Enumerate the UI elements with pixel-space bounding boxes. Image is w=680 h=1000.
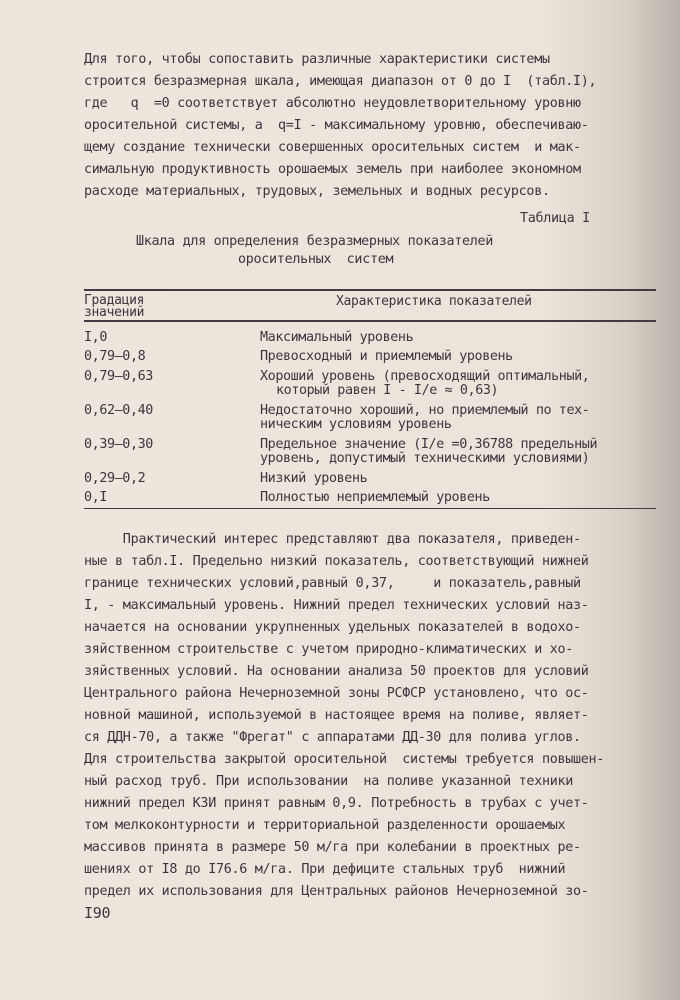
text-line: оросительной системы, а q=I - максимальному уровню, обеспечиваю- (84, 118, 589, 133)
text-line: границе технических условий,равный 0,37, и показатель,равный (84, 576, 581, 591)
table-cell-grade: 0,79–0,8 (84, 349, 146, 364)
table-cell-grade: 0,29–0,2 (84, 471, 146, 486)
table-number: Таблица I (520, 211, 590, 226)
text-line: ный расход труб. При использовании на поливе указанной техники (84, 774, 573, 789)
table-cell-desc: Полностью неприемлемый уровень (260, 490, 490, 505)
text-line: зяйственном строительстве с учетом природно-климатических и хо- (84, 642, 573, 657)
text-line: симальную продуктивность орошаемых земель при наиболее экономном (84, 162, 581, 177)
text-line: Для строительства закрытой оросительной системы требуется повышен- (84, 752, 605, 767)
header-characteristics: Характеристика показателей (336, 294, 532, 309)
table-cell-desc: Низкий уровень (260, 471, 368, 486)
text-line: новной машиной, используемой в настоящее время на поливе, являет- (84, 708, 589, 723)
table-cell-desc-cont: который равен I - I/e ≈ 0,63) (276, 383, 499, 398)
table-cell-grade: 0,62–0,40 (84, 403, 153, 418)
header-grade-line2: значений (84, 305, 145, 320)
table-cell-grade: I,0 (84, 330, 107, 345)
text-line: где q =0 соответствует абсолютно неудовлетворительному уровню (84, 96, 581, 111)
table-cell-desc-cont: ническим условиям уровень (260, 417, 452, 432)
text-line: нижний предел КЗИ принят равным 0,9. Потребность в трубах с учет- (84, 796, 589, 811)
text-line: строится безразмерная шкала, имеющая диапазон от 0 до I (табл.I), (84, 74, 597, 89)
text-line: предел их использования для Центральных районов Нечерноземной зо- (84, 884, 589, 899)
text-line: I, - максимальный уровень. Нижний предел технических условий наз- (84, 598, 589, 613)
table-cell-grade: 0,I (84, 490, 107, 505)
text-line: шениях от I8 до I76.6 м/га. При дефиците стальных труб нижний (84, 862, 566, 877)
text-line: Для того, чтобы сопоставить различные характеристики системы (84, 52, 550, 67)
table-cell-desc: Недостаточно хороший, но приемлемый по тех- (260, 403, 590, 418)
table-cell-desc: Максимальный уровень (260, 330, 414, 345)
table-cell-desc-cont: уровень, допустимый техническими условиями) (260, 451, 590, 466)
text-line: Практический интерес представляют два показателя, приведен- (84, 532, 581, 547)
text-line: щему создание технически совершенных оросительных систем и мак- (84, 140, 581, 155)
table-caption-line2: оросительных систем (238, 252, 394, 267)
table-bottom-rule (84, 508, 656, 509)
table-top-rule (84, 289, 656, 291)
text-line: том мелкоконтурности и территориальной разделенности орошаемых (84, 818, 566, 833)
table-cell-desc: Превосходный и приемлемый уровень (260, 349, 513, 364)
page-number: I90 (84, 904, 111, 922)
text-line: массивов принята в размере 50 м/га при колебании в проектных ре- (84, 840, 581, 855)
table-cell-desc: Хороший уровень (превосходящий оптимальный, (260, 369, 590, 384)
table-cell-grade: 0,79–0,63 (84, 369, 153, 384)
table-header-rule (84, 320, 656, 322)
table-cell-grade: 0,39–0,30 (84, 437, 153, 452)
table-cell-desc: Предельное значение (I/e =0,36788 предельный (260, 437, 598, 452)
text-line: зяйственных условий. На основании анализа 50 проектов для условий (84, 664, 589, 679)
header-grade-line1: Градация (84, 293, 145, 308)
text-line: расходе материальных, трудовых, земельных и водных ресурсов. (84, 184, 550, 199)
text-line: начается на основании укрупненных удельных показателей в водохо- (84, 620, 581, 635)
text-line: Центрального района Нечерноземной зоны РСФСР установлено, что ос- (84, 686, 589, 701)
text-line: ся ДДН-70, а также "Фрегат" с аппаратами ДД-30 для полива углов. (84, 730, 581, 745)
text-line: ные в табл.I. Предельно низкий показатель, соответствующий нижней (84, 554, 589, 569)
table-caption: Шкала для определения безразмерных показателей (136, 234, 494, 249)
